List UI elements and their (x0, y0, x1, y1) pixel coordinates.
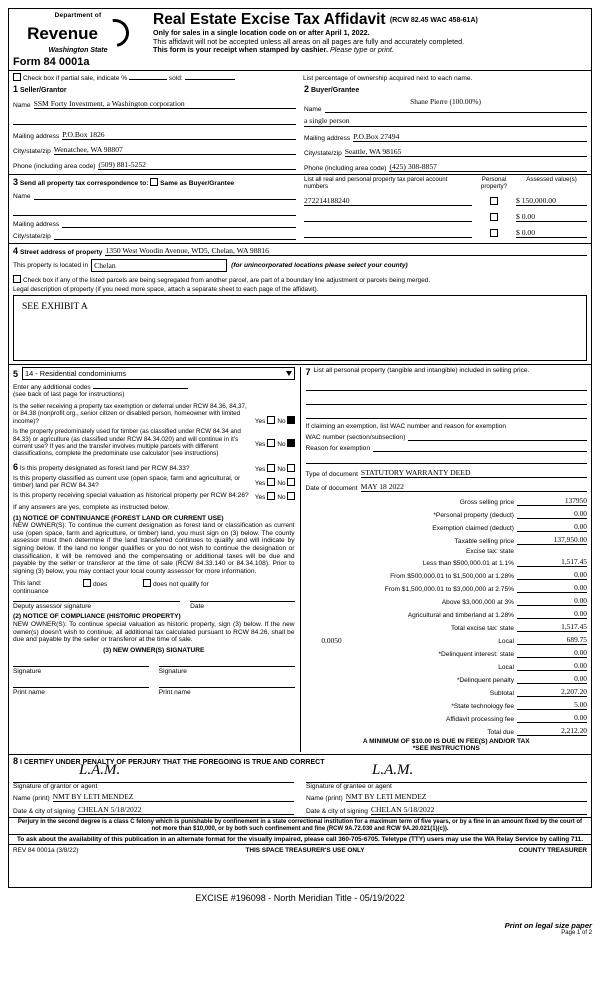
partial-sale-field: Check box if partial sale, indicate % sold: (13, 73, 303, 82)
reason-row: Reason for exemption (306, 445, 588, 452)
personal-checkbox[interactable] (472, 197, 516, 206)
buyer-phone-input[interactable]: (425) 308-8857 (389, 162, 587, 172)
assessed-input[interactable]: $ 0.00 (516, 212, 587, 222)
new-owner-signature-row (13, 666, 295, 675)
timber-question: Is the property predominately used for timber (as classified under RCW 84.34 and 84.33) or agriculture (as classified under RCW 84.34.020) and will continue in it's current use? If yes and the transfer involves multiple parcels with different classifications, complete the predominate use calculator (see instructions) (13, 428, 241, 458)
historic-answer[interactable]: Yes No (253, 492, 295, 501)
this-land-label: This land: (13, 580, 42, 588)
tax-line: Excise tax: state (465, 547, 514, 555)
accessibility-note: To ask about the availability of this publication in an alternate format for the visually impaired, please call 360-705-6705. Teletype (TTY) users may use the WA Relay Service by calling 711. (16, 835, 583, 843)
grantee-signature-mark[interactable]: L.A.M. (372, 761, 414, 778)
seller-block (13, 84, 300, 172)
see-back-note: (see back of last page for instructions) (13, 391, 125, 398)
partial-sale-percent-input[interactable] (129, 79, 167, 80)
buyer-name-input[interactable] (325, 112, 587, 113)
tax-line: *Delinquent interest: state 0.00 (438, 647, 587, 658)
grantee-city-input[interactable]: CHELAN 5/18/2022 (371, 805, 587, 815)
timber-answer[interactable]: Yes No (253, 439, 295, 448)
personal-property-heading: List all personal property (tangible and intangible) included in selling price. (313, 367, 530, 374)
form-number: Form 84 0001a (13, 56, 90, 68)
page-number: Page 1 of 2 (561, 930, 592, 936)
tax-line: *Personal property (deduct) 0.00 (433, 508, 587, 519)
grantee-name-input[interactable]: NMT BY LETI MENDEZ (346, 792, 587, 802)
tier3-value[interactable]: 0.00 (517, 583, 587, 593)
local-rate: 0.0050 (321, 635, 342, 645)
property-section (9, 244, 591, 361)
street-row: 4 Street address of property 1350 West Woodin Avenue, WD5, Chelan, WA 98816 (13, 246, 587, 256)
deputy-date[interactable]: Date (190, 601, 294, 610)
continuance-label: continuance (13, 588, 49, 596)
reason-input[interactable] (373, 451, 587, 452)
revenue-label: Revenue (27, 23, 98, 43)
street-input[interactable]: 1350 West Woodin Avenue, WD5, Chelan, WA 98816 (105, 246, 587, 256)
total-state-value[interactable]: 1,517.45 (517, 622, 587, 632)
wac-row: WAC number (section/subsection) (306, 434, 588, 441)
tax-line: Local 0.00 (498, 660, 587, 671)
notice1-title: (1) NOTICE OF CONTINUANCE (FOREST LAND OR CURRENT USE) (13, 514, 224, 522)
seller-phone-input[interactable]: (509) 881-5252 (98, 160, 296, 170)
seller-mailing-input[interactable]: P.O.Box 1826 (62, 130, 296, 140)
state-label: Washington State (48, 47, 108, 54)
certification-heading: 8 I CERTIFY UNDER PENALTY OF PERJURY THAT THE FOREGOING IS TRUE AND CORRECT (13, 755, 325, 766)
header-text (147, 12, 587, 55)
ownership-note: List percentage of ownership acquired next to each name. (303, 75, 473, 82)
historic-no-checkbox[interactable] (287, 492, 295, 500)
tax-line: *State technology fee 5.00 (451, 699, 587, 710)
section5-block (13, 367, 301, 752)
grantor-signature-block (13, 761, 300, 815)
segregated-checkbox[interactable] (13, 275, 21, 283)
legal-label: Legal description of property (if you need more space, attach a separate sheet to each page of the affidavit). (13, 286, 319, 293)
tax-calculation-table (306, 496, 588, 736)
seller-name-input[interactable]: SSM Forty Investment, a Washington corporation (34, 99, 296, 109)
tax-line: Gross selling price 137950 (459, 495, 587, 506)
tax-line: Exemption claimed (deduct) 0.00 (432, 521, 587, 532)
grantee-city-row: Date & city of signing CHELAN 5/18/2022 (306, 805, 587, 815)
new-owner-print-name-2[interactable]: Print name (159, 687, 295, 696)
seller-heading: 1 Seller/Grantor (13, 84, 67, 94)
does-checkbox[interactable] (83, 579, 91, 587)
treasurer-space: THIS SPACE TREASURER'S USE ONLY (245, 847, 365, 855)
grantor-name-input[interactable]: NMT BY LETI MENDEZ (53, 792, 294, 802)
this-land-row (13, 579, 295, 588)
tax-line: From $500,000.01 to $1,500,000 at 1.28% 0.00 (390, 569, 587, 580)
exemption-claimed-value[interactable]: 0.00 (517, 522, 587, 532)
corr-city-input[interactable] (54, 239, 296, 240)
local-value[interactable]: 689.75 (517, 635, 587, 645)
buyer-mailing-input[interactable]: P.O.Box 27494 (353, 132, 587, 142)
does-option[interactable]: does (83, 579, 143, 588)
notice1-body: NEW OWNER(S): To continue the current designation as forest land or classification as current use (open space, farm and agriculture, or timber) land, you must sign on (3) below. The county assessor must then determine if the land transferred continues to qualify and will indicate by signing below. If the land no longer qualifies or you do not wish to continue the designation or classification, it will be removed and the compensating or additional taxes will be due and payable by the seller or transferor at the time of sale (RCW 84.33.140 or 84.34.108). Prior to signing (3) below, you may contact your local county assessor for more information. (13, 522, 295, 575)
correspondence-section (9, 175, 591, 240)
assessed-input[interactable]: $ 0.00 (516, 228, 587, 238)
historic-question-row (13, 492, 295, 501)
subtotal-value[interactable]: 2,207.20 (517, 687, 587, 697)
buyer-city-input[interactable]: Seattle, WA 98165 (345, 147, 587, 157)
tax-line: Less than $500,000.01 at 1.1% 1,517.45 (422, 556, 587, 567)
buyer-city-row: City/state/zip Seattle, WA 98165 (304, 147, 587, 157)
tax-line: Subtotal 2,207.20 (489, 686, 587, 697)
same-as-buyer-checkbox[interactable] (150, 178, 158, 186)
revenue-logo-row (13, 19, 143, 47)
certification-section (9, 755, 591, 815)
buyer-block (300, 84, 587, 172)
currentuse-yes-checkbox[interactable] (267, 478, 275, 486)
buyer-phone-row: Phone (including area code) (425) 308-8857 (304, 162, 587, 172)
grantor-signature-mark[interactable]: L.A.M. (79, 761, 121, 778)
delinq-interest-state-value[interactable]: 0.00 (517, 648, 587, 658)
deputy-assessor-signature[interactable]: Deputy assessor signature (13, 601, 180, 610)
table-row (304, 196, 587, 206)
ag-timber-value[interactable]: 0.00 (517, 609, 587, 619)
seller-mailing-row: Mailing address P.O.Box 1826 (13, 130, 296, 140)
header-line-3: This form is your receipt when stamped by cashier. Please type or print. (153, 45, 394, 55)
rev-number: REV 84 0001a (3/8/22) (13, 847, 79, 855)
tax-line: Affidavit processing fee 0.00 (445, 712, 587, 723)
bottom-bar (9, 845, 591, 856)
tax-line: *Delinquent penalty 0.00 (456, 673, 587, 684)
land-use-value: 14 - Residential condominiums (25, 369, 127, 378)
partial-sale-row (9, 71, 591, 84)
county-input[interactable]: Chelan (91, 259, 227, 272)
personal-col-header: Personal property? (480, 176, 508, 190)
delinq-penalty-value[interactable]: 0.00 (517, 674, 587, 684)
section7-block (301, 367, 588, 752)
gross-selling-price-value[interactable]: 137950 (517, 496, 587, 506)
seller-city-input[interactable]: Wenatchee, WA 98807 (54, 145, 296, 155)
county-treasurer: COUNTY TREASURER (518, 847, 587, 855)
new-owner-signature-2[interactable]: Signature (159, 666, 295, 675)
new-owner-printname-row (13, 687, 295, 696)
delinq-interest-local-value[interactable]: 0.00 (517, 661, 587, 671)
page-title: Real Estate Excise Tax Affidavit (RCW 82.45 WAC 458-61A) (153, 11, 478, 28)
parcel-rows (304, 196, 587, 238)
state-tech-fee-value[interactable]: 5.00 (517, 700, 587, 710)
signature-row (13, 761, 587, 815)
grantor-city-row: Date & city of signing CHELAN 5/18/2022 (13, 805, 294, 815)
correspondence-heading: 3 Send all property tax correspondence to: Same as Buyer/Grantee (13, 177, 235, 187)
excise-stamp: EXCISE #196098 - North Meridian Title - 05/19/2022 (195, 893, 405, 903)
correspondence-left (13, 177, 300, 240)
historic-yes-checkbox[interactable] (267, 492, 275, 500)
tax-line: From $1,500,000.01 to $3,000,000 at 2.75% 0.00 (384, 582, 587, 593)
chevron-down-icon (286, 371, 292, 376)
notice2-body: NEW OWNER(S): To continue special valuation as historic property, sign (3) below. If the new owner(s) doesn't wish to continue, all additional tax calculated pursuant to RCW 84.26, shall be due and payable by the seller or transferor at the time of sale. (13, 620, 295, 644)
corr-name-row: Name (13, 193, 296, 200)
assessed-input[interactable]: $ 150,000.00 (516, 196, 587, 206)
does-not-option[interactable]: does not qualify for (143, 579, 295, 588)
corr-mailing-row: Mailing address (13, 221, 296, 228)
forest-question: 6 Is this property designated as forest land per RCW 84.33? (13, 461, 190, 472)
corr-name-input[interactable] (34, 199, 296, 200)
grantee-signature-block (300, 761, 587, 815)
department-label: Department of (54, 12, 102, 19)
parcel-input[interactable] (304, 228, 472, 238)
personal-checkbox[interactable] (472, 213, 516, 222)
doc-type-row: Type of document STATUTORY WARRANTY DEED (306, 468, 588, 478)
corr-name-line2[interactable] (13, 205, 296, 216)
parcel-input[interactable]: 272214188240 (304, 196, 472, 206)
new-owner-signature-1[interactable]: Signature (13, 666, 149, 675)
see-instructions-note: *SEE INSTRUCTIONS (412, 744, 480, 752)
processing-fee-value[interactable]: 0.00 (517, 713, 587, 723)
seller-phone-row: Phone (including area code) (509) 881-5252 (13, 160, 296, 170)
land-use-select[interactable] (22, 367, 294, 380)
minimum-note: A MINIMUM OF $10.00 IS DUE IN FEE(S) AND/OR TAX (362, 737, 530, 745)
assessed-col-header: Assessed value(s) (526, 176, 577, 183)
forest-yes-checkbox[interactable] (267, 464, 275, 472)
tier1-value[interactable]: 1,517.45 (517, 557, 587, 567)
buyer-mailing-row: Mailing address P.O.Box 27494 (304, 132, 587, 142)
exemption-question-row (13, 403, 295, 425)
seller-name-row: Name SSM Forty Investment, a Washington corporation (13, 99, 296, 109)
personal-property-line-2[interactable] (306, 391, 588, 405)
additional-codes-row: Enter any additional codes (13, 384, 295, 391)
exemption-no-checkbox-checked[interactable] (287, 416, 295, 424)
personal-property-heading-row: 7 List all personal property (tangible and intangible) included in selling price. (305, 367, 530, 377)
grantee-name-row: Name (print) NMT BY LETI MENDEZ (306, 792, 587, 802)
tax-line: Taxable selling price 137,950.00 (454, 534, 587, 545)
historic-question: Is this property receiving special valuation as historical property per RCW 84.26? (13, 492, 249, 500)
tax-line: Total due 2,212.20 (487, 725, 587, 736)
grantor-city-input[interactable]: CHELAN 5/18/2022 (78, 805, 294, 815)
currentuse-question-row (13, 475, 295, 490)
form-frame (8, 8, 592, 888)
exemption-answer[interactable]: Yes No (253, 416, 295, 425)
personal-checkbox[interactable] (472, 229, 516, 238)
perjury-note: Perjury in the second degree is a class C felony which is punishable by confinement in a state correctional institution for a maximum term of five years, or by a fine in an amount fixed by the court of not more than $10,000, or by both such confinement and fine (RCW 9A.72.030 and RCW 9A.20.021(1)(c)). (17, 818, 583, 832)
legal-paper-note: Print on legal size paper (504, 921, 592, 930)
tax-line: Agricultural and timberland at 1.28% 0.00 (407, 608, 587, 619)
grantor-name-row: Name (print) NMT BY LETI MENDEZ (13, 792, 294, 802)
parcel-col-header: List all real and personal property tax parcel account numbers (304, 176, 448, 190)
rcw-reference: (RCW 82.45 WAC 458-61A) (389, 17, 478, 24)
timber-question-row (13, 428, 295, 458)
wac-input[interactable] (408, 440, 587, 441)
doc-date-input[interactable]: MAY 18 2022 (361, 482, 587, 492)
additional-codes-input[interactable] (93, 388, 188, 389)
tax-line-local: 0.0050 Local 689.75 (306, 635, 588, 645)
parcel-input[interactable] (304, 212, 472, 222)
does-not-checkbox[interactable] (143, 579, 151, 587)
corr-city-row: City/state/zip (13, 233, 296, 240)
currentuse-no-checkbox[interactable] (287, 478, 295, 486)
tax-line: Above $3,000,000 at 3% 0.00 (441, 595, 587, 606)
parcel-table-header (304, 177, 587, 191)
currentuse-question: Is this property classified as current use (open space, farm and agricultural, or timber) land per RCW 84.34? (13, 474, 241, 490)
grantor-signature-label: Signature of grantor or agent (13, 782, 294, 790)
tax-line: Total excise tax: state 1,517.45 (450, 621, 587, 632)
located-row: This property is located in Chelan (for unincorporated locations please select your county) (13, 261, 408, 270)
corr-mailing-input[interactable] (62, 227, 296, 228)
doc-type-input[interactable]: STATUTORY WARRANTY DEED (361, 468, 587, 478)
personal-property-line-3[interactable] (306, 405, 588, 419)
reason-line-2[interactable] (306, 452, 588, 464)
tier2-value[interactable]: 0.00 (517, 570, 587, 580)
form-header (9, 9, 591, 68)
doc-date-row: Date of document MAY 18 2022 (306, 482, 588, 492)
timber-yes-checkbox[interactable] (267, 439, 275, 447)
buyer-name-line2[interactable]: a single person (304, 116, 587, 127)
total-due-value[interactable]: 2,212.20 (517, 726, 587, 736)
personal-property-deduct-value[interactable]: 0.00 (517, 509, 587, 519)
if-any-note: If any answers are yes, complete as instructed below. (13, 504, 170, 512)
partial-sale-sold-input[interactable] (185, 79, 235, 80)
parties-section (9, 84, 591, 172)
notice2-title: (2) NOTICE OF COMPLIANCE (HISTORIC PROPERTY) (13, 613, 181, 621)
tier4-value[interactable]: 0.00 (517, 596, 587, 606)
exemption-note: If claiming an exemption, list WAC number and reason for exemption (305, 423, 507, 430)
buyer-name-row: Name (304, 106, 587, 113)
buyer-name-value-1: Shane Pierre (100.00%) (410, 97, 481, 106)
new-owner-print-name-1[interactable]: Print name (13, 687, 149, 696)
forest-question-row (13, 461, 295, 473)
table-row (304, 212, 587, 222)
header-line-1: Only for sales in a single location code on or after April 1, 2022. (153, 28, 370, 37)
exemption-question: Is the seller receiving a property tax exemption or deferral under RCW 84.36, 84.37, or 84.38 (nonprofit org., senior citizen or disabled person, homeowner with limited income)? (13, 403, 247, 425)
use-and-personal-section (9, 365, 591, 752)
page-footer (8, 893, 592, 936)
deputy-row (13, 601, 295, 610)
use-code-row: 5 14 - Residential condominiums (13, 367, 295, 380)
exemption-yes-checkbox[interactable] (267, 416, 275, 424)
notice3-title: (3) NEW OWNER(S) SIGNATURE (103, 646, 205, 654)
segregated-row: Check box if any of the listed parcels are being segregated from another parcel, are part of a boundary line adjustment or parcels being merged. (13, 275, 587, 284)
forest-answer[interactable]: Yes No (253, 464, 295, 473)
legal-description-box[interactable]: SEE EXHIBIT A (13, 295, 587, 361)
header-line-2: This affidavit will not be accepted unless all areas on all pages are fully and accurately completed. (153, 36, 465, 46)
personal-property-line-1[interactable] (306, 377, 588, 391)
table-row (304, 228, 587, 238)
partial-sale-checkbox[interactable] (13, 73, 21, 81)
timber-no-checkbox-checked[interactable] (287, 439, 295, 447)
currentuse-answer[interactable]: Yes No (253, 478, 295, 487)
seller-name-line2[interactable] (13, 114, 296, 125)
forest-no-checkbox[interactable] (287, 464, 295, 472)
grantee-signature-label: Signature of grantee or agent (306, 782, 587, 790)
parcel-table-block (300, 177, 587, 240)
agency-logo (13, 12, 147, 68)
seller-city-row: City/state/zip Wenatchee, WA 98807 (13, 145, 296, 155)
taxable-selling-price-value[interactable]: 137,950.00 (517, 535, 587, 545)
buyer-heading: 2 Buyer/Grantee (304, 84, 360, 94)
